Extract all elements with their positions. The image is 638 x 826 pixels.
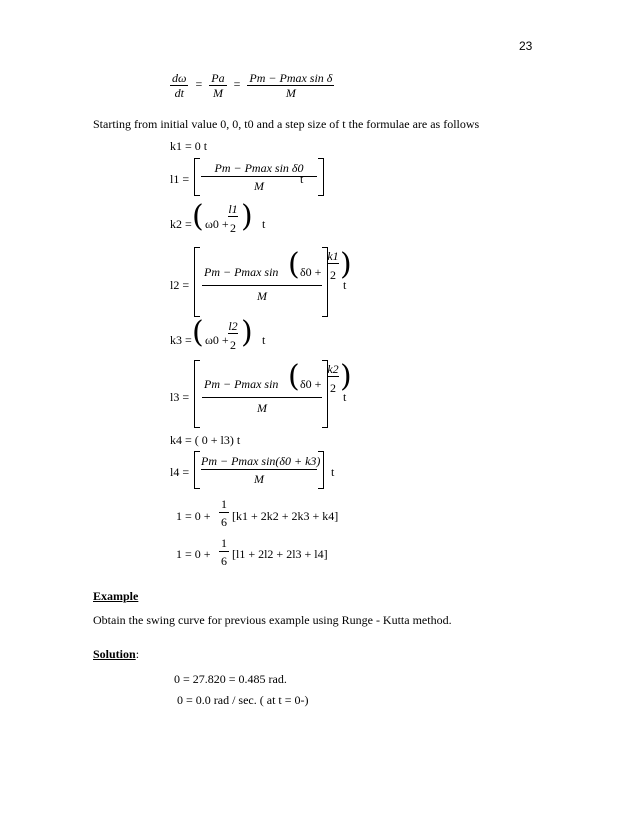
l2-frac-num: k1 bbox=[327, 249, 339, 263]
eq-rhs-den: M bbox=[285, 86, 296, 100]
k2-inner: ω0 + bbox=[205, 217, 229, 231]
final-omega-frac-num: 1 bbox=[221, 497, 227, 511]
l2-frac-den: 2 bbox=[330, 268, 336, 282]
formula-l2-lhs: l2 = bbox=[170, 278, 190, 292]
final-delta-frac-num: 1 bbox=[221, 536, 227, 550]
final-delta-rhs: [l1 + 2l2 + 2l3 + l4] bbox=[232, 547, 328, 561]
example-heading: Example bbox=[93, 589, 139, 603]
final-delta-lhs: 1 = 0 + bbox=[176, 547, 211, 561]
solution-heading-line bbox=[93, 648, 139, 660]
l2-left-bracket bbox=[194, 247, 200, 317]
formula-l4-lhs: l4 = bbox=[170, 465, 190, 479]
l1-numerator: Pm − Pmax sin δ0 bbox=[201, 162, 317, 177]
k2-step: t bbox=[262, 217, 266, 231]
formula-l1-lhs: l1 = bbox=[170, 172, 190, 186]
document-page: 23 $\frac{d\omega}{dt}$ = $\frac{Pa}{M}$ = $\frac{\text{Pm − Pmax sin δ}}{M}$ Starting from initial value 0, 0, t0 and a step size of t the formulae are as follows k1 = 0 t l1 = Pm − Pmax sin δ0 M t k2 = ( ω0 + l1 2 ) t l2 = Pm − Pmax sin ( δ0 + k1 2 ) M t k3 = ( ω0 + l2 2 ) t l3 = Pm − Pmax sin ( δ0 + k2 2 ) M t k4 = ( 0 + l3) t l4 = Pm − Pmax sin(δ0 + k3) M t 1 = 0 + 1 6 [k1 + 2k2 + 2k3 + k4] 1 = 0 + 1 6 [l1 + 2l2 + 2l3 + l4] Example Obtain the swing curve for previous example using Runge - Kutta method. Solution: 0 = 27.820 = 0.485 rad. 0 = 0.0 rad / sec. ( at t = 0-) bbox=[0, 0, 638, 826]
l3-denominator: M bbox=[257, 401, 267, 415]
formula-k2-lhs: k2 = bbox=[170, 217, 192, 231]
eq-lhs-num: dω bbox=[172, 71, 187, 85]
solution-heading: Solution bbox=[93, 647, 136, 661]
l4-step: t bbox=[331, 465, 335, 479]
l4-right-bracket bbox=[318, 451, 324, 489]
l1-right-bracket bbox=[318, 158, 324, 196]
formula-k3-lhs: k3 = bbox=[170, 333, 192, 347]
swing-equation: $\frac{d\omega}{dt}$ = $\frac{Pa}{M}$ = $\frac{\text{Pm − Pmax sin δ}}{M}$ bbox=[172, 71, 333, 100]
l3-left-bracket bbox=[194, 360, 200, 428]
l4-numerator: Pm − Pmax sin(δ0 + k3) bbox=[201, 454, 321, 468]
l2-step: t bbox=[343, 278, 347, 292]
final-omega-rhs: [k1 + 2k2 + 2k3 + k4] bbox=[232, 509, 339, 523]
example-text: Obtain the swing curve for previous example using Runge - Kutta method. bbox=[93, 613, 452, 627]
solution-colon: : bbox=[135, 647, 140, 661]
l1-denominator: M bbox=[254, 179, 264, 193]
l2-denominator: M bbox=[257, 289, 267, 303]
k3-inner: ω0 + bbox=[205, 333, 229, 347]
l3-frac-den: 2 bbox=[330, 381, 336, 395]
eq-lhs-den: dt bbox=[174, 86, 184, 100]
k3-frac-num: l2 bbox=[228, 319, 238, 333]
formula-k4: k4 = ( 0 + l3) t bbox=[170, 433, 241, 447]
l4-denominator: M bbox=[254, 472, 264, 486]
page-number: 23 bbox=[519, 39, 533, 53]
final-omega-lhs: 1 = 0 + bbox=[176, 509, 211, 523]
formula-l3-lhs: l3 = bbox=[170, 390, 190, 404]
eq-mid-den: M bbox=[212, 86, 223, 100]
eq-mid-num: Pa bbox=[211, 71, 225, 85]
l1-step: t bbox=[300, 172, 304, 186]
l2-numerator: Pm − Pmax sin bbox=[204, 265, 279, 279]
l3-frac-num: k2 bbox=[327, 362, 339, 376]
l4-left-bracket bbox=[194, 451, 200, 489]
final-delta-frac-den: 6 bbox=[221, 554, 227, 568]
k3-frac-den: 2 bbox=[230, 338, 236, 352]
l3-step: t bbox=[343, 390, 347, 404]
k2-frac-num: l1 bbox=[228, 202, 238, 216]
eq-rhs-num: Pm − Pmax sin δ bbox=[249, 71, 333, 85]
solution-line-1: 0 = 27.820 = 0.485 rad. bbox=[174, 672, 287, 686]
l1-left-bracket bbox=[194, 158, 200, 196]
l3-numerator: Pm − Pmax sin bbox=[204, 377, 279, 391]
l2-inner: δ0 + bbox=[300, 265, 322, 279]
k3-step: t bbox=[262, 333, 266, 347]
solution-line-2: 0 = 0.0 rad / sec. ( at t = 0-) bbox=[177, 693, 309, 707]
formula-k1: k1 = 0 t bbox=[170, 139, 208, 153]
l2-right-bracket bbox=[322, 247, 328, 317]
final-omega-frac-den: 6 bbox=[221, 515, 227, 529]
intro-text: Starting from initial value 0, 0, t0 and a step size of t the formulae are as follows bbox=[93, 117, 480, 131]
l3-inner: δ0 + bbox=[300, 377, 322, 391]
k2-frac-den: 2 bbox=[230, 221, 236, 235]
l3-right-bracket bbox=[322, 360, 328, 428]
